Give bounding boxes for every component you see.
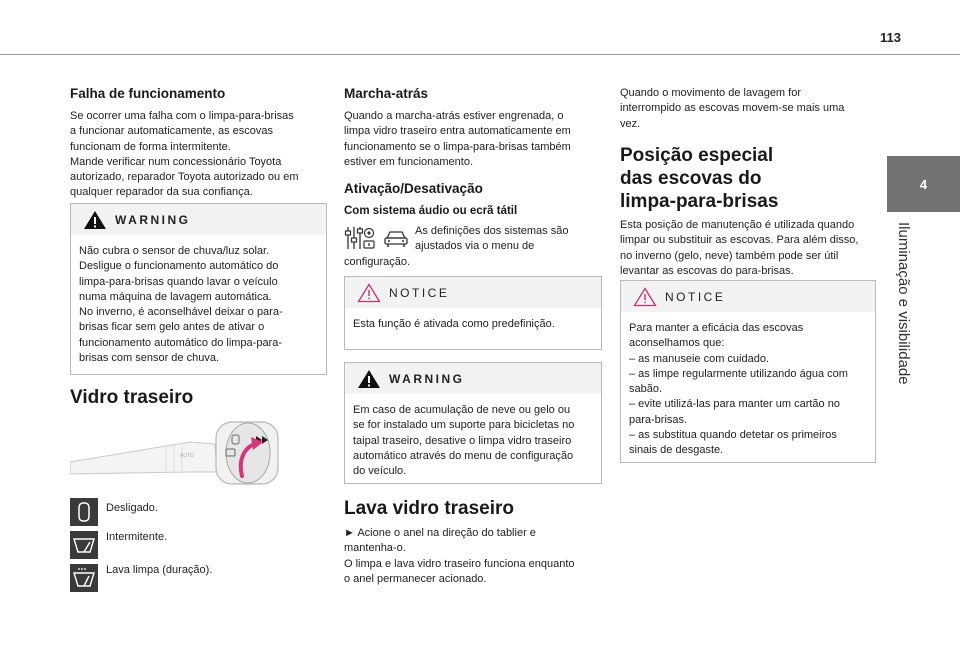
warning-text: Em caso de acumulação de neve ou gelo ou se for instalado um suporte para bicicletas no taipal traseiro, desative o limpa vidro traseiro automático através do menu de configuração do veículo. [353,404,575,478]
legend-off: Desligado. [106,502,158,514]
lava-text: ► Acione o anel na direção do tablier e mantenha-o. O limpa e lava vidro traseiro funciona enquanto o anel permanecer acionado. [344,527,575,585]
notice-label: NOTICE [665,289,726,304]
car-icon [383,229,409,249]
wiper-wash-icon [70,564,98,592]
intermittent-symbol-square [70,531,98,559]
notice-triangle-icon [357,283,381,303]
warning-box-1 [70,203,327,375]
posicao-section [620,144,876,279]
warning-box-2 [344,362,602,484]
notice-box-header [621,281,875,312]
lava-section [344,497,600,587]
ativacao-section [344,181,600,196]
notice-box-2 [620,280,876,463]
chapter-number: 4 [919,176,928,192]
posicao-title: Posição especial das escovas do limpa-para-brisas [620,145,779,212]
posicao-text: Esta posição de manutenção é utilizada quando limpar ou substituir as escovas. Para além disso, no inverno (gelo, neve) também pode ser útil levantar as escovas do para-brisas. [620,219,859,277]
intro-text: Quando o movimento de lavagem for interrompido as escovas movem-se mais uma vez. [620,87,845,130]
notice-triangle-icon [633,287,657,307]
warning-triangle-icon [83,210,107,230]
warning-label: WARNING [115,212,191,227]
legend-wash: Lava limpa (duração). [106,564,213,576]
chapter-title [895,222,915,422]
notice-box-1 [344,276,602,350]
lava-title: Lava vidro traseiro [344,498,515,519]
audio-text-b: configuração. [344,256,411,268]
falha-text: Se ocorrer uma falha com o limpa-para-brisas a funcionar automaticamente, as escovas funcionam de forma intermitente. Mande verificar num concessionário Toyota autorizado, reparador Toyota autorizado ou em qualquer reparador da sua confiança. [70,110,299,199]
notice-box-header [345,277,601,308]
warning-text: Não cubra o sensor de chuva/luz solar. Desligue o funcionamento automático do limpa-para-brisas quando lavar o veículo numa máquina de lavagem automática. No inverno, é aconselhável deixar o para- brisas ficar sem gelo antes de ativar o funcionamento automático do limpa-para- brisas com sensor de chuva. [79,245,283,365]
marcha-title: Marcha-atrás [344,86,429,101]
notice-label: NOTICE [389,285,450,300]
audio-section [344,205,600,217]
marcha-section [344,86,600,170]
vidro-section [70,386,326,409]
off-symbol-square [70,498,98,526]
audio-text-a: As definições dos sistemas são ajustados via o menu de [415,225,569,253]
chapter-title-text: Iluminação e visibilidade [895,222,912,385]
settings-menu-icon [344,225,378,251]
wiper-intermittent-icon [70,531,98,559]
header-rule [0,54,960,55]
notice-text: Para manter a eficácia das escovas aconselhamos que: – as manuseie com cuidado. – as limpe regularmente utilizando água com sabão. – evite utilizá-las para manter um cartão no para-brisas. – as substitua quando detetar os primeiros sinais de desgaste. [629,322,848,457]
intro-section [620,86,876,132]
chapter-tab [887,156,960,212]
vidro-title: Vidro traseiro [70,387,194,408]
ativacao-title: Ativação/Desativação [344,181,483,196]
wiper-off-icon [70,498,98,526]
warning-box-header [345,363,601,394]
warning-box-header [71,204,326,235]
svg-text:AUTO: AUTO [180,453,194,459]
falha-section [70,86,326,201]
audio-title: Com sistema áudio ou ecrã tátil [344,205,518,217]
notice-text: Esta função é ativada como predefinição. [353,318,555,330]
warning-triangle-icon [357,369,381,389]
legend-intermittent: Intermitente. [106,531,168,543]
page-number: 113 [880,30,901,45]
falha-title: Falha de funcionamento [70,86,226,101]
rear-wiper-stalk-illustration [70,416,285,491]
wash-symbol-square [70,564,98,592]
warning-label: WARNING [389,371,465,386]
marcha-text: Quando a marcha-atrás estiver engrenada, o limpa vidro traseiro entra automaticamente em funcionamento se o limpa-para-brisas também estiver em funcionamento. [344,110,571,168]
